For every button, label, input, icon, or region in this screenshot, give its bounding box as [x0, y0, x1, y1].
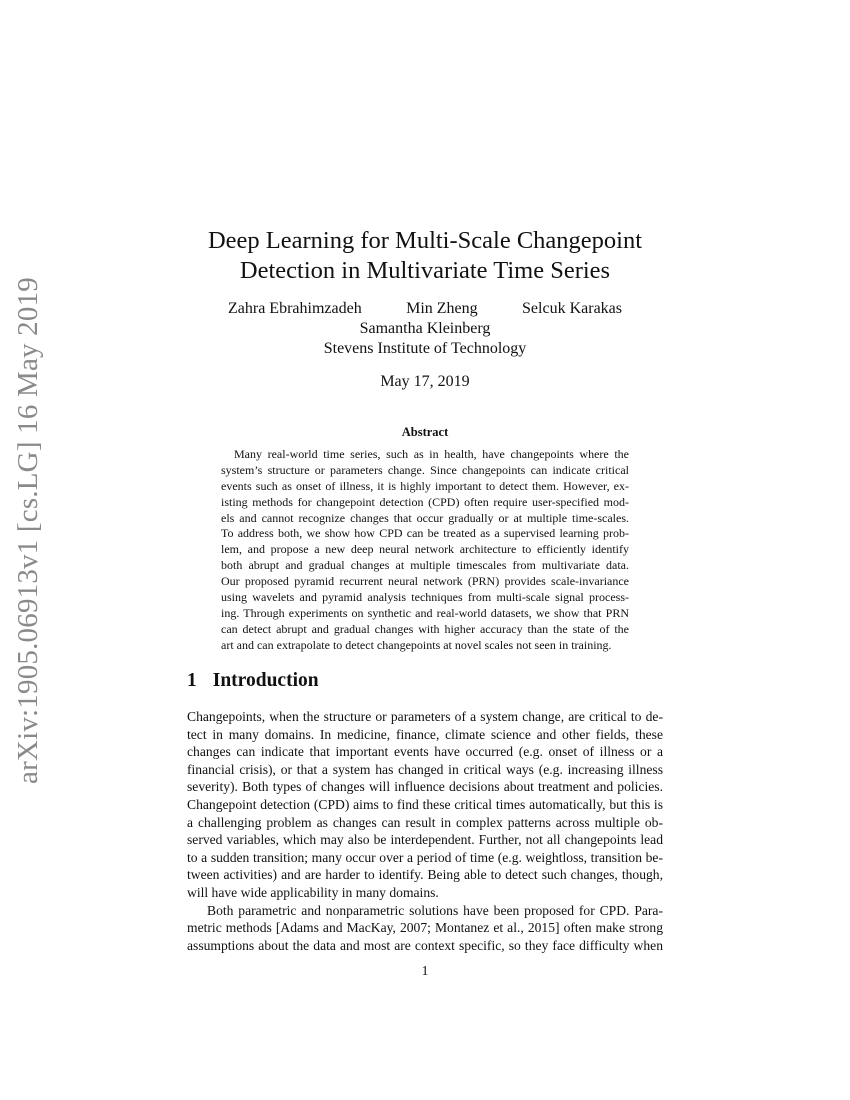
author-block	[228, 299, 622, 359]
section-heading	[187, 670, 319, 692]
abstract-line: lem, and propose a new deep neural network architecture to efficiently identify	[221, 542, 629, 557]
paper-date: May 17, 2019	[380, 373, 470, 390]
body-line: Changepoint detection (CPD) aims to find these critical times automatically, but this is	[187, 796, 663, 812]
affiliation: Stevens Institute of Technology	[323, 340, 527, 357]
abstract-body	[221, 447, 629, 654]
body-line: financial crisis), or that a system has changed in critical ways (e.g. increasing illness	[187, 761, 663, 777]
arxiv-stamp	[6, 276, 50, 784]
abstract-line: art and can extrapolate to detect changepoints at novel scales not seen in training.	[221, 637, 612, 652]
abstract-line: events such as onset of illness, it is highly important to detect them. However, ex-	[221, 478, 629, 493]
paper-title	[150, 226, 700, 286]
abstract-line: can detect abrupt and gradual changes with higher accuracy than the state of the	[221, 621, 629, 636]
title-line: Deep Learning for Multi-Scale Changepoint	[207, 227, 643, 254]
introduction-body	[187, 708, 663, 954]
abstract-line: Many real-world time series, such as in health, have changepoints where the	[234, 447, 629, 461]
abstract-line: system’s structure or parameters change. Since changepoints can indicate critical	[221, 462, 629, 477]
abstract-line: To address both, we show how CPD can be treated as a supervised learning prob-	[221, 526, 629, 541]
body-line: changes can indicate that important events have occurred (e.g. onset of illness or a	[187, 744, 663, 760]
author-name: Samantha Kleinberg	[359, 320, 491, 337]
body-line: served variables, which may also be interdependent. Further, not all changepoints lead	[187, 832, 663, 848]
abstract-line: isting methods for changepoint detection (CPD) often require user-specified mod-	[221, 494, 629, 509]
author-name: Min Zheng	[406, 300, 478, 317]
body-line: a challenging problem as changes can result in complex patterns across multiple ob-	[187, 814, 663, 830]
body-line: Changepoints, when the structure or parameters of a system change, are critical to de-	[187, 709, 663, 724]
arxiv-stamp-text: arXiv:1905.06913v1 [cs.LG] 16 May 2019	[11, 276, 44, 784]
abstract-heading: Abstract	[401, 425, 449, 439]
body-line: assumptions about the data and most are context specific, so they face difficulty when	[187, 937, 663, 953]
page-number: 1	[421, 963, 429, 978]
body-line: Both parametric and nonparametric solutions have been proposed for CPD. Para-	[207, 902, 663, 918]
title-line: Detection in Multivariate Time Series	[239, 257, 611, 284]
body-line: severity). Both types of changes will influence decisions about treatment and policies.	[187, 779, 663, 795]
abstract-line: ing. Through experiments on synthetic and real-world datasets, we show that PRN	[221, 605, 629, 620]
section-number: 1	[187, 670, 197, 691]
author-name: Zahra Ebrahimzadeh	[228, 300, 362, 317]
body-line: metric methods [Adams and MacKay, 2007; Montanez et al., 2015] often make strong	[187, 920, 663, 936]
abstract-line: els and cannot recognize changes that occur gradually or at multiple time-scales.	[221, 510, 629, 525]
body-line: tect in many domains. In medicine, finance, climate science and other fields, these	[187, 726, 663, 742]
abstract-line: Our proposed pyramid recurrent neural network (PRN) provides scale-invariance	[221, 574, 629, 589]
body-line: to a sudden transition; many occur over a period of time (e.g. weightloss, transition be-	[187, 849, 663, 865]
abstract-line: both abrupt and gradual changes at multiple timescales from multivariate data.	[221, 558, 629, 573]
body-line: will have wide applicability in many domains.	[187, 884, 439, 900]
body-line: tween activities) and are harder to identify. Being able to detect such changes, though,	[187, 867, 663, 883]
author-name: Selcuk Karakas	[522, 300, 622, 317]
section-title: Introduction	[212, 670, 319, 691]
abstract-line: using wavelets and pyramid analysis techniques from multi-scale signal process-	[221, 590, 629, 605]
